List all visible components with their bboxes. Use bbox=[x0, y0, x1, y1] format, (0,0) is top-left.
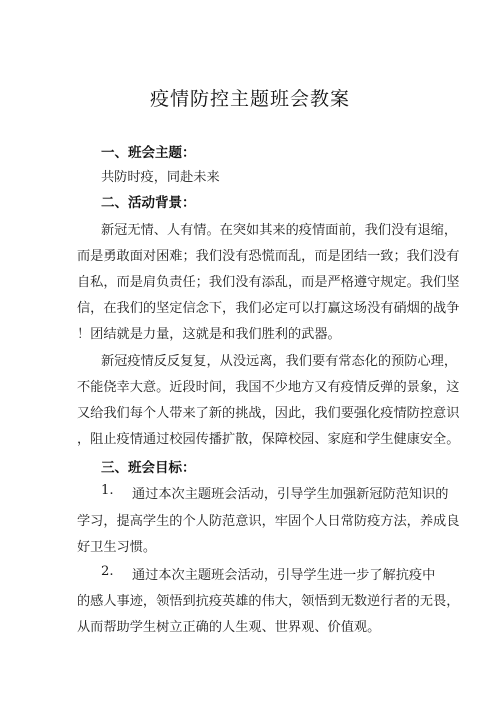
background-paragraph-1-line: 信，在我们的坚定信念下，我们必定可以打赢这场没有硝烟的战争 bbox=[77, 301, 460, 316]
goal-2-line: 的感人事迹，领悟到抗疫英雄的伟大，领悟到无数逆行者的无畏， bbox=[77, 594, 460, 609]
background-paragraph-1-line: 新冠无情、人有情。在突如其来的疫情面前，我们没有退缩， bbox=[101, 223, 458, 238]
background-paragraph-1-line: ！团结就是力量，这就是和我们胜利的武器。 bbox=[77, 327, 341, 342]
section-heading-goals: 三、班会目标： bbox=[101, 460, 196, 476]
goal-1-number: 1. bbox=[101, 483, 114, 498]
goal-1-line: 好卫生习惯。 bbox=[77, 540, 157, 555]
section-heading-background: 二、活动背景： bbox=[101, 195, 196, 211]
background-paragraph-1-line: 自私，而是肩负责任；我们没有添乱，而是严格遵守规定。我们坚 bbox=[77, 275, 460, 290]
background-paragraph-2-line: 又给我们每个人带来了新的挑战，因此，我们要强化疫情防控意识 bbox=[77, 406, 460, 421]
theme-text: 共防时疫，同赴未来 bbox=[101, 170, 220, 185]
goal-2-line: 通过本次主题班会活动，引导学生进一步了解抗疫中 bbox=[132, 568, 436, 583]
goal-1-line: 学习，提高学生的个人防范意识，牢固个人日常防疫方法，养成良 bbox=[77, 514, 460, 529]
background-paragraph-2-line: ，阻止疫情通过校园传播扩散，保障校园、家庭和学生健康安全。 bbox=[77, 432, 460, 447]
goal-2-number: 2. bbox=[101, 564, 114, 579]
section-heading-theme: 一、班会主题： bbox=[101, 145, 196, 161]
background-paragraph-1-line: 而是勇敢面对困难；我们没有恐慌而乱，而是团结一致；我们没有 bbox=[77, 249, 460, 264]
background-paragraph-2-line: 新冠疫情反反复复，从没远离，我们要有常态化的预防心理， bbox=[101, 354, 458, 369]
goal-2-line: 从而帮助学生树立正确的人生观、世界观、价值观。 bbox=[77, 620, 381, 635]
background-paragraph-2-line: 不能侥幸大意。近段时间，我国不少地方又有疫情反弹的景象，这 bbox=[77, 380, 460, 395]
goal-1-line: 通过本次主题班会活动，引导学生加强新冠防范知识的 bbox=[132, 487, 449, 502]
document-title: 疫情防控主题班会教案 bbox=[149, 88, 350, 110]
